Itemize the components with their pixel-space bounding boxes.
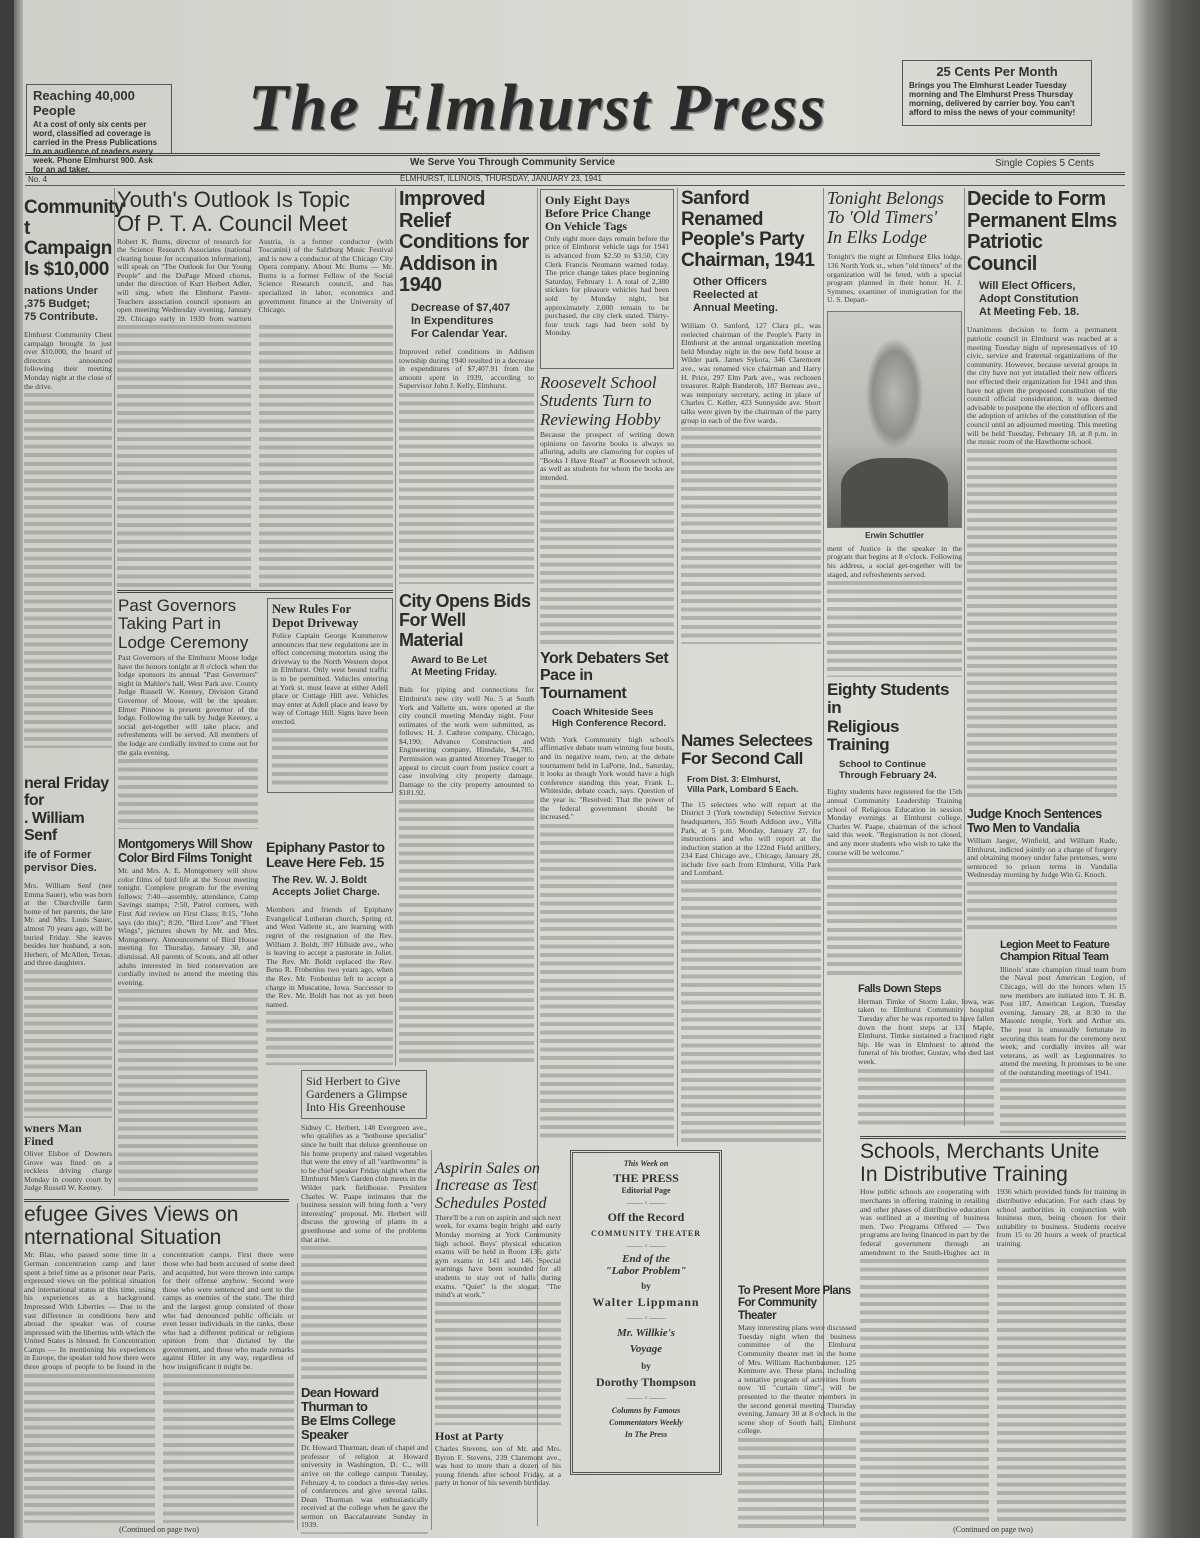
story-decide-form-council <box>967 189 1117 801</box>
promo-author-thompson: Dorothy Thompson <box>596 1375 696 1389</box>
headline: Montgomerys Will Show Color Bird Films Tonight <box>118 837 252 865</box>
promo-item-off-the-record[interactable]: Off the Record <box>607 1210 685 1224</box>
story-body: Sidney C. Herbert, 148 Evergreen ave., who qualifies as a "hothouse specialist" since he built that deluxe greenhouse on his home property and raised vegetables that were the envy of all "earthworms" is to be chief speaker Friday night when the Elmhurst Men's Garden club meets in the Wilder park fieldhouse. President Charles W. Paape intimates that the business session will bring forth a "very interesting" proposal. Mr. Herbert will discuss the growing of plants in a greenhouse and some of the problems that arise. <box>301 1122 427 1244</box>
story-judge-knoch <box>967 808 1117 933</box>
text-column <box>272 729 388 788</box>
story-well-bids <box>399 592 534 1062</box>
text-column <box>860 1259 1126 1523</box>
story-sanford <box>681 189 821 644</box>
text-column <box>117 325 393 588</box>
story-epiphany-pastor <box>266 840 393 1065</box>
subhead: From Dist. 3: Elmhurst, Villa Park, Lombard 5 Each. <box>687 773 799 794</box>
promo-title: THE PRESS <box>613 1171 679 1185</box>
story-body: Mrs. William Senf (nee Emma Sauer), who was born at the Churchville farm home of her parents, the late Mr. and Mrs. Louis Sauer, almost 70 years ago, will be buried Friday. She leaves besides her husband, a son, Herbert, of McAllen, Texas, and three daughters. <box>24 881 112 968</box>
story-body-continued: ment of Justice is the speaker in the program that begins at 8 o'clock. Following his address, a social get-together will be staged, and refreshments served. <box>827 543 962 579</box>
column-rule <box>114 188 115 1196</box>
story-body: Many interesting plans were discussed Tuesday night when the business committee of the Elmhurst Community theater met in the home of Mrs. William Rachenbaumer, 125 Kenmore ave. These plans, including a tentative program of activities from now 'til "curtain time", will be presented to the theater members in the second general meeting Thursday evening, January 30 at 8 o'clock in the scene shop of South hall, Elmhurst college. <box>738 1323 856 1436</box>
text-column <box>118 759 258 829</box>
headline-box <box>301 1070 427 1119</box>
ad-text: At a cost of only six cents per word, classified ad coverage is carried in the Press Publications to an audience of readers every week. Phone Elmhurst 900. Ask for an ad taker. <box>33 120 158 174</box>
photo-suit <box>841 458 947 527</box>
headline: Dean Howard Thurman to Be Elms College Speaker <box>301 1385 396 1443</box>
subscription-title: 25 Cents Per Month <box>936 64 1058 79</box>
text-column <box>24 970 112 1118</box>
story-body: There'll be a run on aspirin and such next week, for exams begin bright and early Monday morning at York Community high school. Boys' physical education exams will be held in Room 136; girls' gym exams in 141 and 146. Special warnings have been sounded for all students to stay out of halls during exams. "Quiet" is the slogan. "The mind's at work." <box>435 1212 561 1300</box>
photo-caption: Erwin Schuttler <box>865 530 924 540</box>
headline: efugee Gives Views on nternational Situation <box>24 1203 239 1249</box>
ad-title: Reaching 40,000 People <box>33 88 135 118</box>
story-body: Elmhurst Community Chest campaign brought in just over $10,000, the board of directors announced following their meeting Monday night at the close of the drive. <box>24 330 112 391</box>
story-body: Because the prospect of writing down opinions on favorite books is always so alluring, adults are clamoring for copies of "Books I Have Read" at Roosevelt school, as well as students for whom the books are intended. <box>540 430 674 483</box>
story-body: Unanimous decision to form a permanent patriotic council in Elmhurst was reached at a meeting Tuesday night of representatives of 10 civic, service and fraternal organizations of the community. However, because several groups in the city have not yet installed their new officers nor effected their organization for 1941 and thus have not given the proposed constitution of the council official consideration, it was deemed advisable to postpone the election of officers and the adoption of articles of the constitution of the council until an adjourned meeting. This meeting will be held Tuesday, February 18, at 8 p.m. in the music room of the Hawthorne school. <box>967 325 1117 447</box>
text-column <box>540 485 674 644</box>
story-falls-down-steps <box>858 984 994 1129</box>
story-body: Tonight's the night at Elmhurst Elks lodge, 136 North York st., when "old timers" of the organization will be feted, with a special program planned in their honor. H. J. Symmes, examiner of immigration for the U. S. Depart- <box>827 252 962 305</box>
text-column <box>24 393 112 748</box>
story-body: With York Community high school's affirmative debate team winning four bouts, and its negative team, two, at the debate tournament held in LaPorte, Ind., Saturday, it looks as though York would have a high conference standing this year, Frank L. Whiteside, debate coach, says. Question of the year is: "Resolved: That the power of the federal government should be increased." <box>540 734 674 822</box>
headline: To Present More Plans For Community Theater <box>738 1285 851 1322</box>
story-theater-plans <box>738 1285 856 1530</box>
subhead: Decrease of $7,407 In Expenditures For Calendar Year. <box>411 301 511 340</box>
story-aspirin-sales <box>435 1160 561 1425</box>
story-body: Mr. and Mrs. A. E. Montgomery will show color films of bird life at the Scout meeting tonight. Complete program for the evening follows: 7:40—assembly, attendance, Camp Savings stamps; 7:50, Patrol corners, with First Aid review on First Class; 8:15, "John says (do this)"; 8:20, "Bird Lore" and "Fleet Wings", pictures shown by Mr. and Mrs. Montgomery. Announcement of Bird House meeting for Thursday, January 30, and dismissal. All parents of Scouts, and all other adults interested in bird conservation are cordially invited to attend the meeting this evening. <box>118 866 258 987</box>
subhead: nations Under ,375 Budget; 75 Contribute. <box>24 285 98 324</box>
portrait-photo <box>827 311 962 528</box>
story-improved-relief <box>399 189 534 584</box>
story-body: Dr. Howard Thurman, dean of chapel and professor of religion at Howard university in Washington, D. C., will arrive on the college campus Tuesday, February 4, to conduct a three-day series of conferences and give several talks. Dean Thurman was enthusiastically received at the college when he gave the sermon on Baccalaureate Sunday in 1939. <box>301 1443 428 1530</box>
story-body: Charles Stevens, son of Mr. and Mrs. Byron F. Stevens, 239 Claremont ave., was host to more than a dozen of his young friends after school Friday, at a party in honor of his seventh birthday. <box>435 1443 561 1488</box>
subhead: Coach Whiteside Sees High Conference Record. <box>552 706 667 729</box>
subhead: The Rev. W. J. Boldt Accepts Joliet Charge. <box>272 875 380 899</box>
text-column <box>399 800 534 1062</box>
headline: Eighty Students in Religious Training <box>827 680 949 755</box>
headline: Improved Relief Conditions for Addison in 1940 <box>399 188 529 297</box>
story-montgomery-films <box>118 838 258 1193</box>
promo-kicker: This Week on <box>623 1159 669 1168</box>
subhead: Award to Be Let At Meeting Friday. <box>411 655 497 679</box>
story-past-governors <box>118 597 258 829</box>
subhead: Will Elect Officers, Adopt Constitution At Meeting Feb. 18. <box>979 280 1080 319</box>
issue-number: No. 4 <box>28 175 48 184</box>
text-column <box>435 1302 561 1425</box>
story-body: The 15 selectees who will report at the District 3 (York township) Selective Service headquarters, 355 South Addison ave., Villa Park, at 5 p.m. Monday, January 27, for instructions and who will report at the induction station at the 122nd Field artillery, 234 East Chicago ave., Chicago, January 28, include five each from Elmhurst, Villa Park and Lombard. <box>681 799 821 878</box>
headline: Judge Knoch Sentences Two Men to Vandalia <box>967 807 1102 835</box>
column-rule <box>677 188 678 1146</box>
headline: Legion Meet to Feature Champion Ritual Team <box>1000 939 1110 963</box>
subscription-box <box>902 60 1092 126</box>
text-column <box>681 880 821 1142</box>
story-body: Oliver Elsboe of Downers Grove was fined on a reckless driving charge Monday in county court by Judge Russell W. Keeney. <box>24 1148 112 1193</box>
promo-by: by <box>641 1361 651 1371</box>
scan-edge-left <box>0 0 14 1538</box>
headline: City Opens Bids For Well Material <box>399 591 531 650</box>
story-body: Bids for piping and connections for Elmhurst's new city well No. 5 at South York and Vallette sts. were opened at the city council meeting Monday night. Four estimates of the work were submitted, as follows: H. J. Cathroe company, Chicago, $4,190; Advance Construction and Engineering company, Hinsdale, $4,785. Permission was granted Attorney Traeger to appeal to circuit court from justice court a case involving city property damage. Damage to the city property amounted to $181.92. <box>399 685 534 798</box>
story-community-chest <box>24 197 124 748</box>
story-body: Illinois' state champion ritual team from the Naval post American Legion, of Chicago, will do the honors when 15 new members are initiated into T. H. B. Post 187, American Legion, Tuesday evening, January 28, at 8:30 in the Masonic temple, York and Arthur sts. The post is unusually fortunate in securing this team for the ceremony next week; and cordially invites all war veterans, as well as Legionnaires to attend the meeting. It promises to be one of the outstanding meetings of 1941. <box>1000 964 1126 1077</box>
headline: Host at Party <box>435 1429 504 1443</box>
headline: Names Selectees For Second Call <box>681 731 813 769</box>
story-body: Only eight more days remain before the price of Elmhurst vehicle tags for 1941 is advanced from $2.50 to $3.50, City Clerk Francis Neumann warned today. The price change takes place beginning Saturday, February 1. A total of 2,380 stickers for pleasure vehicles had been sold by Monday night, but approximately 2,000 remain to be purchased, the city clerk stated. Thirty-four truck tags had been sold by Monday. <box>545 233 669 338</box>
headline: Sid Herbert to Give Gardeners a Glimpse Into His Greenhouse <box>306 1074 408 1114</box>
story-body: Mr. Blau, who passed some time in a German concentration camp and later spent a brief time as a prisoner near Paris, expressed views on the political situation and international status at this time, using his experiences as a background. Impressed With Liberties — Due to the vast difference in conditions here and abroad the speaker was of course impressed with the liberties with which the United States is blessed. In Concentration Camps — In mentioning his experiences in Europe, the speaker told how there were three groups of people to be found in the concentration camps. First there were those who had been accused of some deed and acquitted, but were thrown into camps for their offense anyhow. Second were those who were sentenced and sent to the camps as enemies of the state. The third and the largest group consisted of those who had denounced public officials or even lesser individuals in the ranks, those who had a different political or religious opinion from that dictated by the government, and those who made remarks against Hitler in any way, regardless of how insignificant it might be. <box>24 1250 294 1372</box>
promo-by: by <box>641 1281 651 1291</box>
story-body: William O. Sanford, 127 Clara pl., was reelected chairman of the People's Party in Elmhurst at the annual organization meeting held Monday night in the new field house at Wilder park. James Sykora, 346 Claremont ave., was renamed vice chairman and Harry H. Price, 297 Elm Park ave., was rechosen treasurer. Ralph Banderob, 187 Berteau ave., was temporary secretary, acting in place of Charles C. Keller, 423 Sunnyside ave. Short talks were given by the chairman of the party group in each of the five wards. <box>681 321 821 425</box>
continued-note: (Continued on page two) <box>953 1525 1033 1534</box>
story-sid-herbert <box>301 1070 427 1380</box>
story-schools-merchants <box>860 1141 1126 1534</box>
text-column <box>266 1011 393 1065</box>
promo-item-labor-problem[interactable]: End of the "Labor Problem" <box>605 1253 687 1277</box>
headline: Only Eight Days Before Price Change On Vehicle Tags <box>545 193 651 233</box>
text-column <box>858 1069 994 1129</box>
subhead: School to Continue Through February 24. <box>839 759 937 782</box>
promo-content <box>577 1159 715 1441</box>
headline: Decide to Form Permanent Elms Patriotic Council <box>967 188 1117 275</box>
subhead: Other Officers Reelected at Annual Meeting. <box>693 276 778 315</box>
section-rule <box>860 1136 1126 1139</box>
promo-author-lippmann: Walter Lippmann <box>592 1295 700 1309</box>
text-column <box>827 859 962 979</box>
story-depot-driveway <box>267 598 393 793</box>
story-youth-outlook <box>117 188 393 588</box>
text-column <box>301 1246 427 1380</box>
dateline: ELMHURST, ILLINOIS, THURSDAY, JANUARY 23, 1941 <box>400 174 603 183</box>
story-body: How public schools are cooperating with merchants in offering training in retailing and other phases of distributive education was outlined at a meeting of business men. Two Programs Offered — Two programs are being financed in part by the federal government through an amendment to the Smith-Hughes act in 1936 which provided funds for training in distributive education. For each class by school authorities in conjunction with business men, being chosen for their suitability to business. Students receive from 15 to 20 hours a week of practical training. <box>860 1187 1126 1257</box>
story-downers-fined <box>24 1122 112 1197</box>
story-thurman <box>301 1386 428 1534</box>
continued-note: (Continued on page two) <box>119 1525 199 1534</box>
headline: neral Friday for . William Senf <box>24 775 109 844</box>
classified-ad-box <box>26 84 172 174</box>
price: Single Copies 5 Cents <box>995 158 1094 169</box>
text-column <box>967 449 1117 801</box>
text-column <box>967 882 1117 933</box>
headline: York Debaters Set Pace in Tournament <box>540 650 669 702</box>
masthead-title: The Elmhurst Press <box>248 71 827 144</box>
story-body: Robert K. Burns, director of research for the Science Research Associates (national clearing house for occupation information), will speak on "The Outlook for Our Young People" and the DuPage Mixed chorus, under the direction of Kurt Herbert Adler, will sing, when the Elmhurst Parent-Teachers association council sponsors an open meeting Wednesday evening, January 29. Chicago early in 1939 from wartorn Austria, is a former conductor (with Toscanini) of the Salzburg Music Festival and is now a conductor of the Chicago City Opera company. About Mr. Burns — Mr. Burns is a former Fellow of the Social Science Research council, and has specialized in labor, economics and government finance at the University of Chicago. <box>117 236 393 323</box>
column-rule <box>395 188 396 1066</box>
story-roosevelt-school <box>540 374 674 644</box>
story-selectees <box>681 732 821 1142</box>
tagline: We Serve You Through Community Service <box>410 157 616 168</box>
masthead-rule <box>25 153 1100 156</box>
story-body: Eighty students have registered for the 15th annual Community Leadership Training school of Religious Education in session Monday evenings at Elmhurst college, Charles W. Paape, chairman of the school said this week. "Registration is not closed, and any more students who wish to take the course will be welcome." <box>827 787 962 857</box>
text-column <box>738 1438 856 1530</box>
text-column <box>24 1374 294 1523</box>
headline: Tonight Belongs To 'Old Timers' In Elks Lodge <box>827 188 944 247</box>
ornament: —— ◦ —— <box>626 1198 666 1207</box>
scan-edge-shadow <box>14 0 23 1538</box>
story-body: Members and friends of Epiphany Evangelical Lutheran church, Spring rd. and West Vallette st., are learning with regret of the resignation of the Rev. William J. Boldt, 397 Hillside ave., who is leaving to accept a pastorate in Joliet. The Rev. Mr. Boldt replaced the Rev. Beno R. Frobenius two years ago, when the Rev. Mr. Frobenius left to accept a charge in Muscatine, Iowa. Successor to the Rev. Mr. Boldt has not as yet been named. <box>266 905 393 1009</box>
headline: Sanford Renamed People's Party Chairman, 1941 <box>681 188 815 271</box>
headline: Past Governors Taking Part in Lodge Ceremony <box>118 596 249 652</box>
ornament: —— ◦ —— <box>626 1313 666 1322</box>
text-column <box>118 989 258 1193</box>
dateline-rule-bottom <box>25 185 1125 186</box>
story-body: William Jaeger, Winfield, and William Rude, Elmhurst, indicted jointly on a charge of forgery and obtaining money under false pretenses, were sentenced to prison terms in Vandalia Wednesday morning by Judge Win G. Knoch. <box>967 836 1117 880</box>
story-body: Herman Timke of Storm Lake, Iowa, was taken to Elmhurst Community hospital Tuesday after he was reported to have fallen down the front steps at 131 Maple, Elmhurst. Timke sustained a fractured right hip. He was in Elmhurst to attend the funeral of his brother, Gustav, who died last week. <box>858 996 994 1067</box>
promo-footer: Columns by Famous Commentators Weekly In The Press <box>609 1406 683 1439</box>
story-legion-meet <box>1000 940 1126 1133</box>
headline: Youth's Outlook Is Topic Of P. T. A. Council Meet <box>117 187 350 236</box>
headline: Falls Down Steps <box>858 983 942 995</box>
ornament: —— ◦ —— <box>626 1241 666 1250</box>
ornament: —— ◦ —— <box>626 1393 666 1402</box>
text-column <box>399 393 534 584</box>
promo-item-community-theater[interactable]: COMMUNITY THEATER <box>591 1229 701 1238</box>
section-rule <box>117 590 393 593</box>
headline: Roosevelt School Students Turn to Reviewing Hobby <box>540 373 661 429</box>
scan-edge-right <box>1132 0 1200 1538</box>
headline: wners Man Fined <box>24 1121 82 1148</box>
text-column <box>681 427 821 644</box>
story-body: Past Governors of the Elmhurst Moose lodge have the honors tonight at 8 o'clock when the lodge sponsors its annual "Past Governors" night in Mahler's hall, West Park ave. County Judge Russell W. Keeney, Division Grand Governor of Moose, will be the speaker. Elmer Pinnow is present governor of the lodge. Following the talk by Judge Keeney, a social get-together will take place, and refreshments will be served. All members of the lodge are cordially invited to come out for the gala evening. <box>118 653 258 757</box>
text-column <box>301 1532 428 1534</box>
promo-item-willkie[interactable]: Mr. Willkie's Voyage <box>616 1327 676 1355</box>
text-column <box>540 824 674 1140</box>
story-eighty-students <box>827 681 962 979</box>
story-body: Police Captain George Kummerow announces that new regulations are in effect concerning motorists using the driveway to the North Western depot in Elmhurst. Only west bound traffic is to be permitted. Vehicles entering at York st. must leave at either Adell place or Cottage Hill ave. Vehicles may enter at Adell place and leave by way of Cottage Hill. Signs have been erected. <box>272 631 388 726</box>
subhead: ife of Former pervisor Dies. <box>24 849 97 875</box>
story-host-party <box>435 1430 561 1530</box>
promo-box-this-week <box>570 1150 722 1475</box>
story-funeral-senf <box>24 775 112 1118</box>
column-rule <box>431 1150 432 1530</box>
promo-section: Editorial Page <box>621 1186 671 1195</box>
story-body: Improved relief conditions in Addison township during 1940 resulted in a decrease in expenditures of $7,407.91 from the amount spent in 1939, according to Supervisor John J. Kelly, Elmhurst. <box>399 346 534 391</box>
headline: Schools, Merchants Unite In Distributive Training <box>860 1140 1100 1186</box>
text-column <box>827 581 962 677</box>
section-rule <box>24 1199 289 1202</box>
subscription-text: Brings you The Elmhurst Leader Tuesday morning and The Elmhurst Press Thursday morning, delivered by carrier boy. You can't afford to miss the news of your community! <box>909 81 1076 117</box>
story-refugee <box>24 1204 294 1534</box>
column-rule <box>297 1203 298 1530</box>
headline: Community t Campaign ls $10,000 <box>24 197 124 280</box>
headline: Aspirin Sales on Increase as Test Schedules Posted <box>435 1160 547 1212</box>
headline: New Rules For Depot Driveway <box>272 602 359 630</box>
story-york-debaters <box>540 650 674 1140</box>
text-column <box>1000 1079 1126 1133</box>
story-tonight-old-timers <box>827 189 962 677</box>
story-vehicle-tags <box>540 189 674 369</box>
headline: Epiphany Pastor to Leave Here Feb. 15 <box>266 839 385 871</box>
